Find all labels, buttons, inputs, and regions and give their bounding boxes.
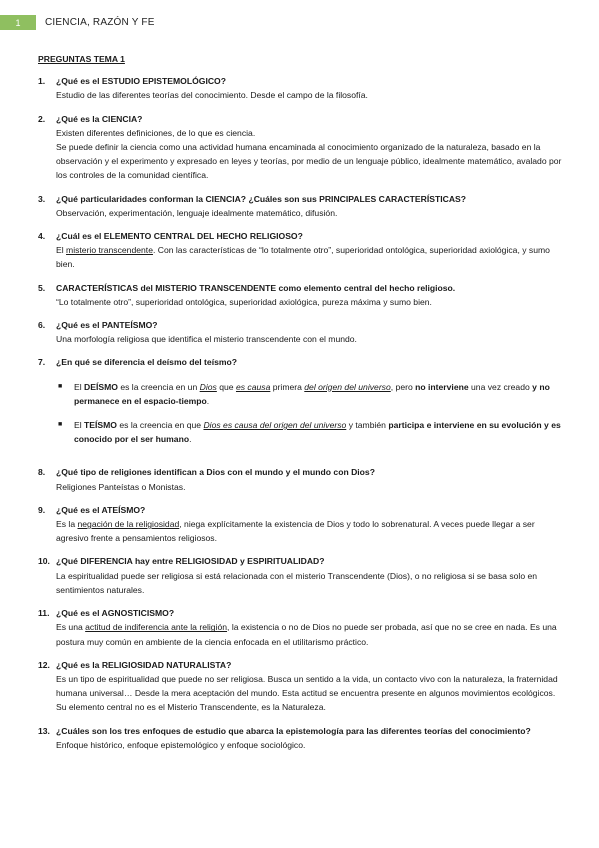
answer: Enfoque histórico, enfoque epistemológico y enfoque sociológico.	[56, 739, 306, 750]
question-title: ¿Qué es la RELIGIOSIDAD NATURALISTA?	[56, 659, 232, 670]
question-number: 5.	[38, 282, 46, 293]
bullet-list	[56, 380, 563, 447]
question-title: ¿Qué es la CIENCIA?	[56, 113, 143, 124]
answer: “Lo totalmente otro”, superioridad ontológica, superioridad axiológica, pureza máxima y sumo bien.	[56, 296, 432, 307]
text-underlined: es causa	[235, 381, 271, 392]
text: .	[206, 395, 210, 406]
square-bullet-icon: ■	[58, 421, 63, 429]
text: primera	[270, 381, 305, 392]
answer: Es un tipo de espiritualidad que puede no ser religiosa. Busca un sentido a la vida, un contacto vivo con la naturaleza, la fraternidad humana universal… Desde la mera aceptación del mundo. Esta actitud se encuentra presente en algunos movimientos ecológicos. Su elemento central no es el Misterio Transcendente, es la Naturaleza.	[56, 673, 558, 713]
question-number: 3.	[38, 193, 46, 204]
question-2	[38, 112, 563, 183]
text-underlined: del origen del universo	[304, 381, 391, 392]
question-number: 4.	[38, 231, 46, 242]
text: es la creencia en que	[116, 420, 204, 431]
answer-line-2: Se puede definir la ciencia como una actividad humana encaminada al conocimiento organizado de la naturaleza, basado en la observación y el experimento y expresado en leyes y teorías, por medio de un lenguaje público, idealmente matemático, avalado por los controles de la comunidad científica.	[56, 142, 562, 181]
text-underlined: Dios	[199, 381, 217, 392]
answer-text: Es la	[56, 519, 78, 530]
question-number: 7.	[38, 357, 46, 368]
answer	[56, 243, 563, 271]
text-bold: no interviene	[415, 381, 469, 392]
text-bold: y no permanece en el espacio-tiempo	[74, 381, 550, 406]
question-12	[38, 658, 563, 715]
answer-text: El	[56, 245, 67, 256]
answer: La espiritualidad puede ser religiosa si está relacionada con el misterio Transcendente (Dios), o no religiosa si se basa solo en sentimientos naturales.	[56, 570, 538, 595]
question-title: ¿Qué es el PANTEÍSMO?	[56, 320, 158, 331]
answer: Una morfología religiosa que identifica el misterio transcendente con el mundo.	[56, 334, 357, 345]
question-title: ¿Qué es el ATEÍSMO?	[56, 504, 146, 515]
question-number: 13.	[38, 725, 50, 736]
text-bold: TEÍSMO	[84, 420, 117, 431]
question-title: ¿Cuáles son los tres enfoques de estudio que abarca la epistemología para las diferentes teorías del conocimiento?	[56, 725, 531, 736]
question-13	[38, 724, 563, 752]
question-title: ¿Qué es el ESTUDIO EPISTEMOLÓGICO?	[56, 76, 226, 87]
text: que	[216, 381, 236, 392]
text: una vez creado	[468, 381, 533, 392]
text-underlined: Dios es causa del origen del universo	[203, 420, 347, 431]
question-number: 8.	[38, 467, 46, 478]
question-7	[38, 355, 563, 456]
question-title: CARACTERÍSTICAS del MISTERIO TRANSCENDENTE como elemento central del hecho religioso.	[56, 282, 456, 293]
text: y también	[346, 420, 389, 431]
question-title: ¿Qué tipo de religiones identifican a Dios con el mundo y el mundo con Dios?	[56, 467, 375, 478]
text-bold: DEÍSMO	[84, 381, 118, 392]
document-body	[38, 52, 563, 761]
bullet-item-teismo	[56, 418, 563, 446]
answer: Religiones Panteístas o Monistas.	[56, 481, 186, 492]
answer	[56, 620, 563, 648]
question-6	[38, 318, 563, 346]
page-header	[0, 15, 155, 30]
text: El	[74, 381, 85, 392]
answer-line-1: Existen diferentes definiciones, de lo que es ciencia.	[56, 127, 256, 138]
question-number: 2.	[38, 113, 46, 124]
answer-underlined: misterio transcendente	[66, 245, 153, 256]
answer-underlined: actitud de indiferencia ante la religión	[85, 622, 228, 633]
page-number: 1	[0, 15, 36, 30]
question-11	[38, 606, 563, 649]
answer: Observación, experimentación, lenguaje idealmente matemático, difusión.	[56, 207, 338, 218]
question-number: 1.	[38, 76, 46, 87]
question-title: ¿Qué particularidades conforman la CIENCIA? ¿Cuáles son sus PRINCIPALES CARACTERÍSTICAS?	[56, 193, 467, 204]
question-1	[38, 74, 563, 102]
question-title: ¿Cuál es el ELEMENTO CENTRAL DEL HECHO RELIGIOSO?	[56, 231, 303, 242]
answer	[56, 517, 563, 545]
square-bullet-icon: ■	[58, 382, 63, 390]
answer: Estudio de las diferentes teorías del conocimiento. Desde el campo de la filosofía.	[56, 90, 368, 101]
question-number: 11.	[38, 608, 50, 619]
text: es la creencia en un	[117, 381, 200, 392]
answer-text: Es una	[56, 622, 86, 633]
question-title: ¿Qué DIFERENCIA hay entre RELIGIOSIDAD y ESPIRITUALIDAD?	[56, 556, 325, 567]
question-5	[38, 281, 563, 309]
question-number: 9.	[38, 504, 46, 515]
text: , pero	[390, 381, 416, 392]
header-title: CIENCIA, RAZÓN Y FE	[45, 17, 155, 28]
answer-underlined: negación de la religiosidad	[77, 519, 180, 530]
answer-text: , la existencia o no de Dios no puede ser probada, así que no se cree en nada. Es una postura muy común en ambiente de la ciencia enfocada en el utilitarismo práctico.	[56, 622, 557, 647]
question-number: 6.	[38, 320, 46, 331]
question-8	[38, 465, 563, 493]
text-bold: participa e interviene en su evolución y es conocido por el ser humano	[74, 420, 561, 445]
question-title: ¿En qué se diferencia el deísmo del teísmo?	[56, 357, 237, 368]
answer-text: . Con las características de “lo totalmente otro”, superioridad ontológica, superioridad axiológica, y sumo bien.	[56, 245, 550, 270]
question-10	[38, 554, 563, 597]
section-title: PREGUNTAS TEMA 1	[38, 54, 125, 64]
text: .	[189, 434, 192, 445]
text: El	[74, 420, 85, 431]
question-4	[38, 229, 563, 272]
question-number: 10.	[38, 556, 50, 567]
answer-text: , niega explícitamente la existencia de Dios y todo lo sobrenatural. A veces puede llegar a ser agresivo frente a pensamientos religiosos.	[56, 519, 535, 544]
question-number: 12.	[38, 659, 50, 670]
question-9	[38, 503, 563, 546]
question-3	[38, 192, 563, 220]
question-title: ¿Qué es el AGNOSTICISMO?	[56, 608, 175, 619]
bullet-item-deismo	[56, 380, 563, 408]
